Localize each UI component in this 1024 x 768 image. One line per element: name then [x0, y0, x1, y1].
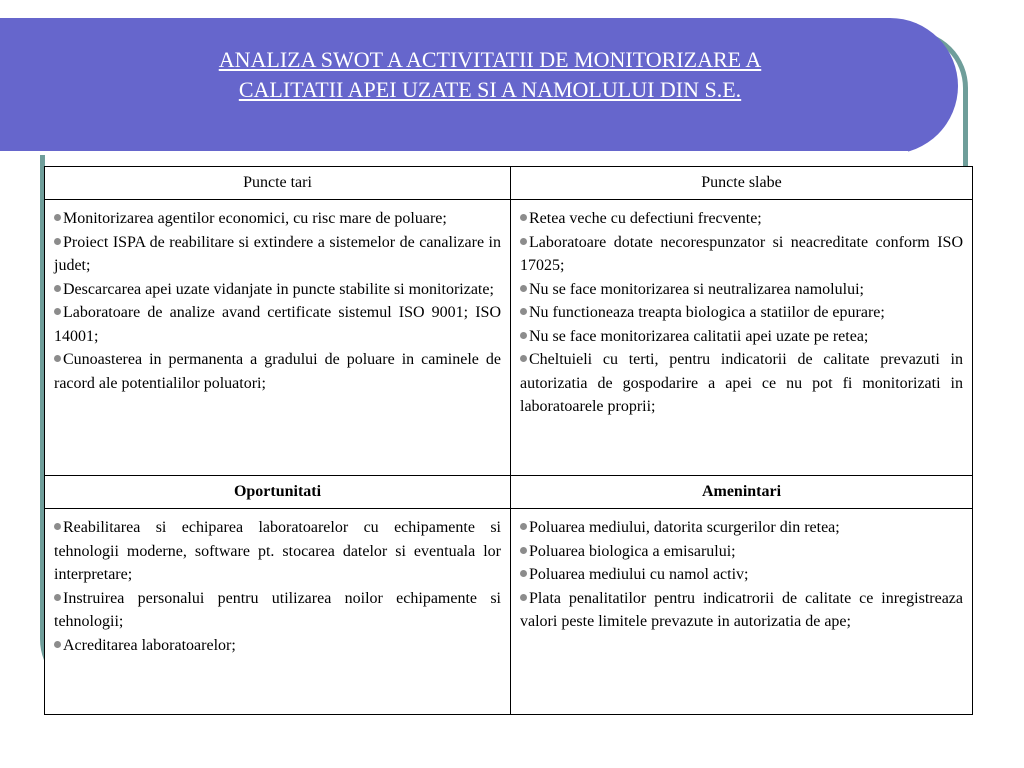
list-item	[54, 207, 501, 231]
bullet-icon	[520, 214, 527, 221]
header-weaknesses: Puncte slabe	[511, 167, 973, 200]
swot-table	[44, 166, 973, 715]
header-strengths: Puncte tari	[45, 167, 511, 200]
list-item	[520, 325, 963, 349]
bullet-icon	[520, 332, 527, 339]
list-item-text: Poluarea mediului, datorita scurgerilor din retea;	[529, 519, 840, 536]
list-item-text: Cunoasterea in permanenta a gradului de poluare in caminele de racord ale potentialilor poluatori;	[54, 351, 501, 392]
banner-divider-line	[0, 151, 908, 155]
list-item-text: Cheltuieli cu terti, pentru indicatorii de calitate prevazuti in autorizatia de gospodarire a apei ce nu pot fi monitorizati in laboratoarele proprii;	[520, 351, 963, 415]
bullet-icon	[520, 594, 527, 601]
list-item	[520, 278, 963, 302]
list-item-text: Instruirea personalui pentru utilizarea noilor echipamente si tehnologii;	[54, 589, 501, 630]
list-item-text: Nu functioneaza treapta biologica a statiilor de epurare;	[529, 304, 885, 321]
slide-title	[60, 45, 920, 105]
bullet-icon	[520, 570, 527, 577]
list-item-text: Acreditarea laboratoarelor;	[63, 636, 236, 654]
list-item-text: Nu se face monitorizarea si neutralizarea namolului;	[529, 280, 864, 298]
slide-title-line-2: CALITATII APEI UZATE SI A NAMOLULUI DIN S.E.	[238, 77, 742, 102]
list-item	[54, 301, 501, 348]
list-item	[54, 348, 501, 395]
list-item	[520, 207, 963, 231]
weaknesses-cell	[511, 200, 973, 476]
list-item-text: Poluarea biologica a emisarului;	[529, 542, 736, 560]
list-item-text: Poluarea mediului cu namol activ;	[529, 566, 749, 583]
body-row-bottom	[45, 509, 973, 715]
list-item-text: Descarcarea apei uzate vidanjate in puncte stabilite si monitorizate;	[63, 280, 494, 298]
list-item	[520, 516, 963, 540]
list-item	[520, 540, 963, 564]
bullet-icon	[520, 355, 527, 362]
list-item-text: Nu se face monitorizarea calitatii apei uzate pe retea;	[529, 327, 869, 345]
list-item	[520, 587, 963, 634]
list-item-text: Reabilitarea si echiparea laboratoarelor cu echipamente si tehnologii moderne, software pt. stocarea datelor si eventuala lor interpretare;	[54, 519, 501, 583]
header-threats: Amenintari	[511, 476, 973, 509]
list-item	[520, 563, 963, 587]
slide-title-line-1: ANALIZA SWOT A ACTIVITATII DE MONITORIZARE A	[218, 47, 762, 72]
bullet-icon	[520, 523, 527, 530]
bullet-icon	[54, 523, 61, 530]
bullet-icon	[520, 547, 527, 554]
list-item-text: Retea veche cu defectiuni frecvente;	[529, 210, 762, 227]
bullet-icon	[54, 285, 61, 292]
list-item-text: Proiect ISPA de reabilitare si extindere a sistemelor de canalizare in judet;	[54, 233, 501, 274]
bullet-icon	[54, 308, 61, 315]
bullet-icon	[520, 238, 527, 245]
list-item-text: Monitorizarea agentilor economici, cu risc mare de poluare;	[63, 210, 447, 227]
header-opportunities: Oportunitati	[45, 476, 511, 509]
threats-cell	[511, 509, 973, 715]
list-item-text: Laboratoare dotate necorespunzator si neacreditate conform ISO 17025;	[520, 233, 963, 274]
list-item	[54, 516, 501, 587]
bullet-icon	[54, 641, 61, 648]
list-item	[520, 301, 963, 325]
list-item	[520, 348, 963, 419]
body-row-top	[45, 200, 973, 476]
list-item	[54, 634, 501, 658]
bullet-icon	[54, 238, 61, 245]
bullet-icon	[54, 355, 61, 362]
bullet-icon	[520, 308, 527, 315]
opportunities-cell	[45, 509, 511, 715]
list-item-text: Plata penalitatilor pentru indicatrorii de calitate ce inregistreaza valori peste limitele prevazute in autorizatia de ape;	[520, 589, 963, 630]
list-item	[54, 587, 501, 634]
strengths-cell	[45, 200, 511, 476]
bullet-icon	[520, 285, 527, 292]
list-item	[520, 231, 963, 278]
header-row-top	[45, 167, 973, 200]
header-row-bottom	[45, 476, 973, 509]
list-item	[54, 231, 501, 278]
bullet-icon	[54, 214, 61, 221]
list-item-text: Laboratoare de analize avand certificate sistemul ISO 9001; ISO 14001;	[54, 304, 501, 345]
list-item	[54, 278, 501, 302]
bullet-icon	[54, 594, 61, 601]
